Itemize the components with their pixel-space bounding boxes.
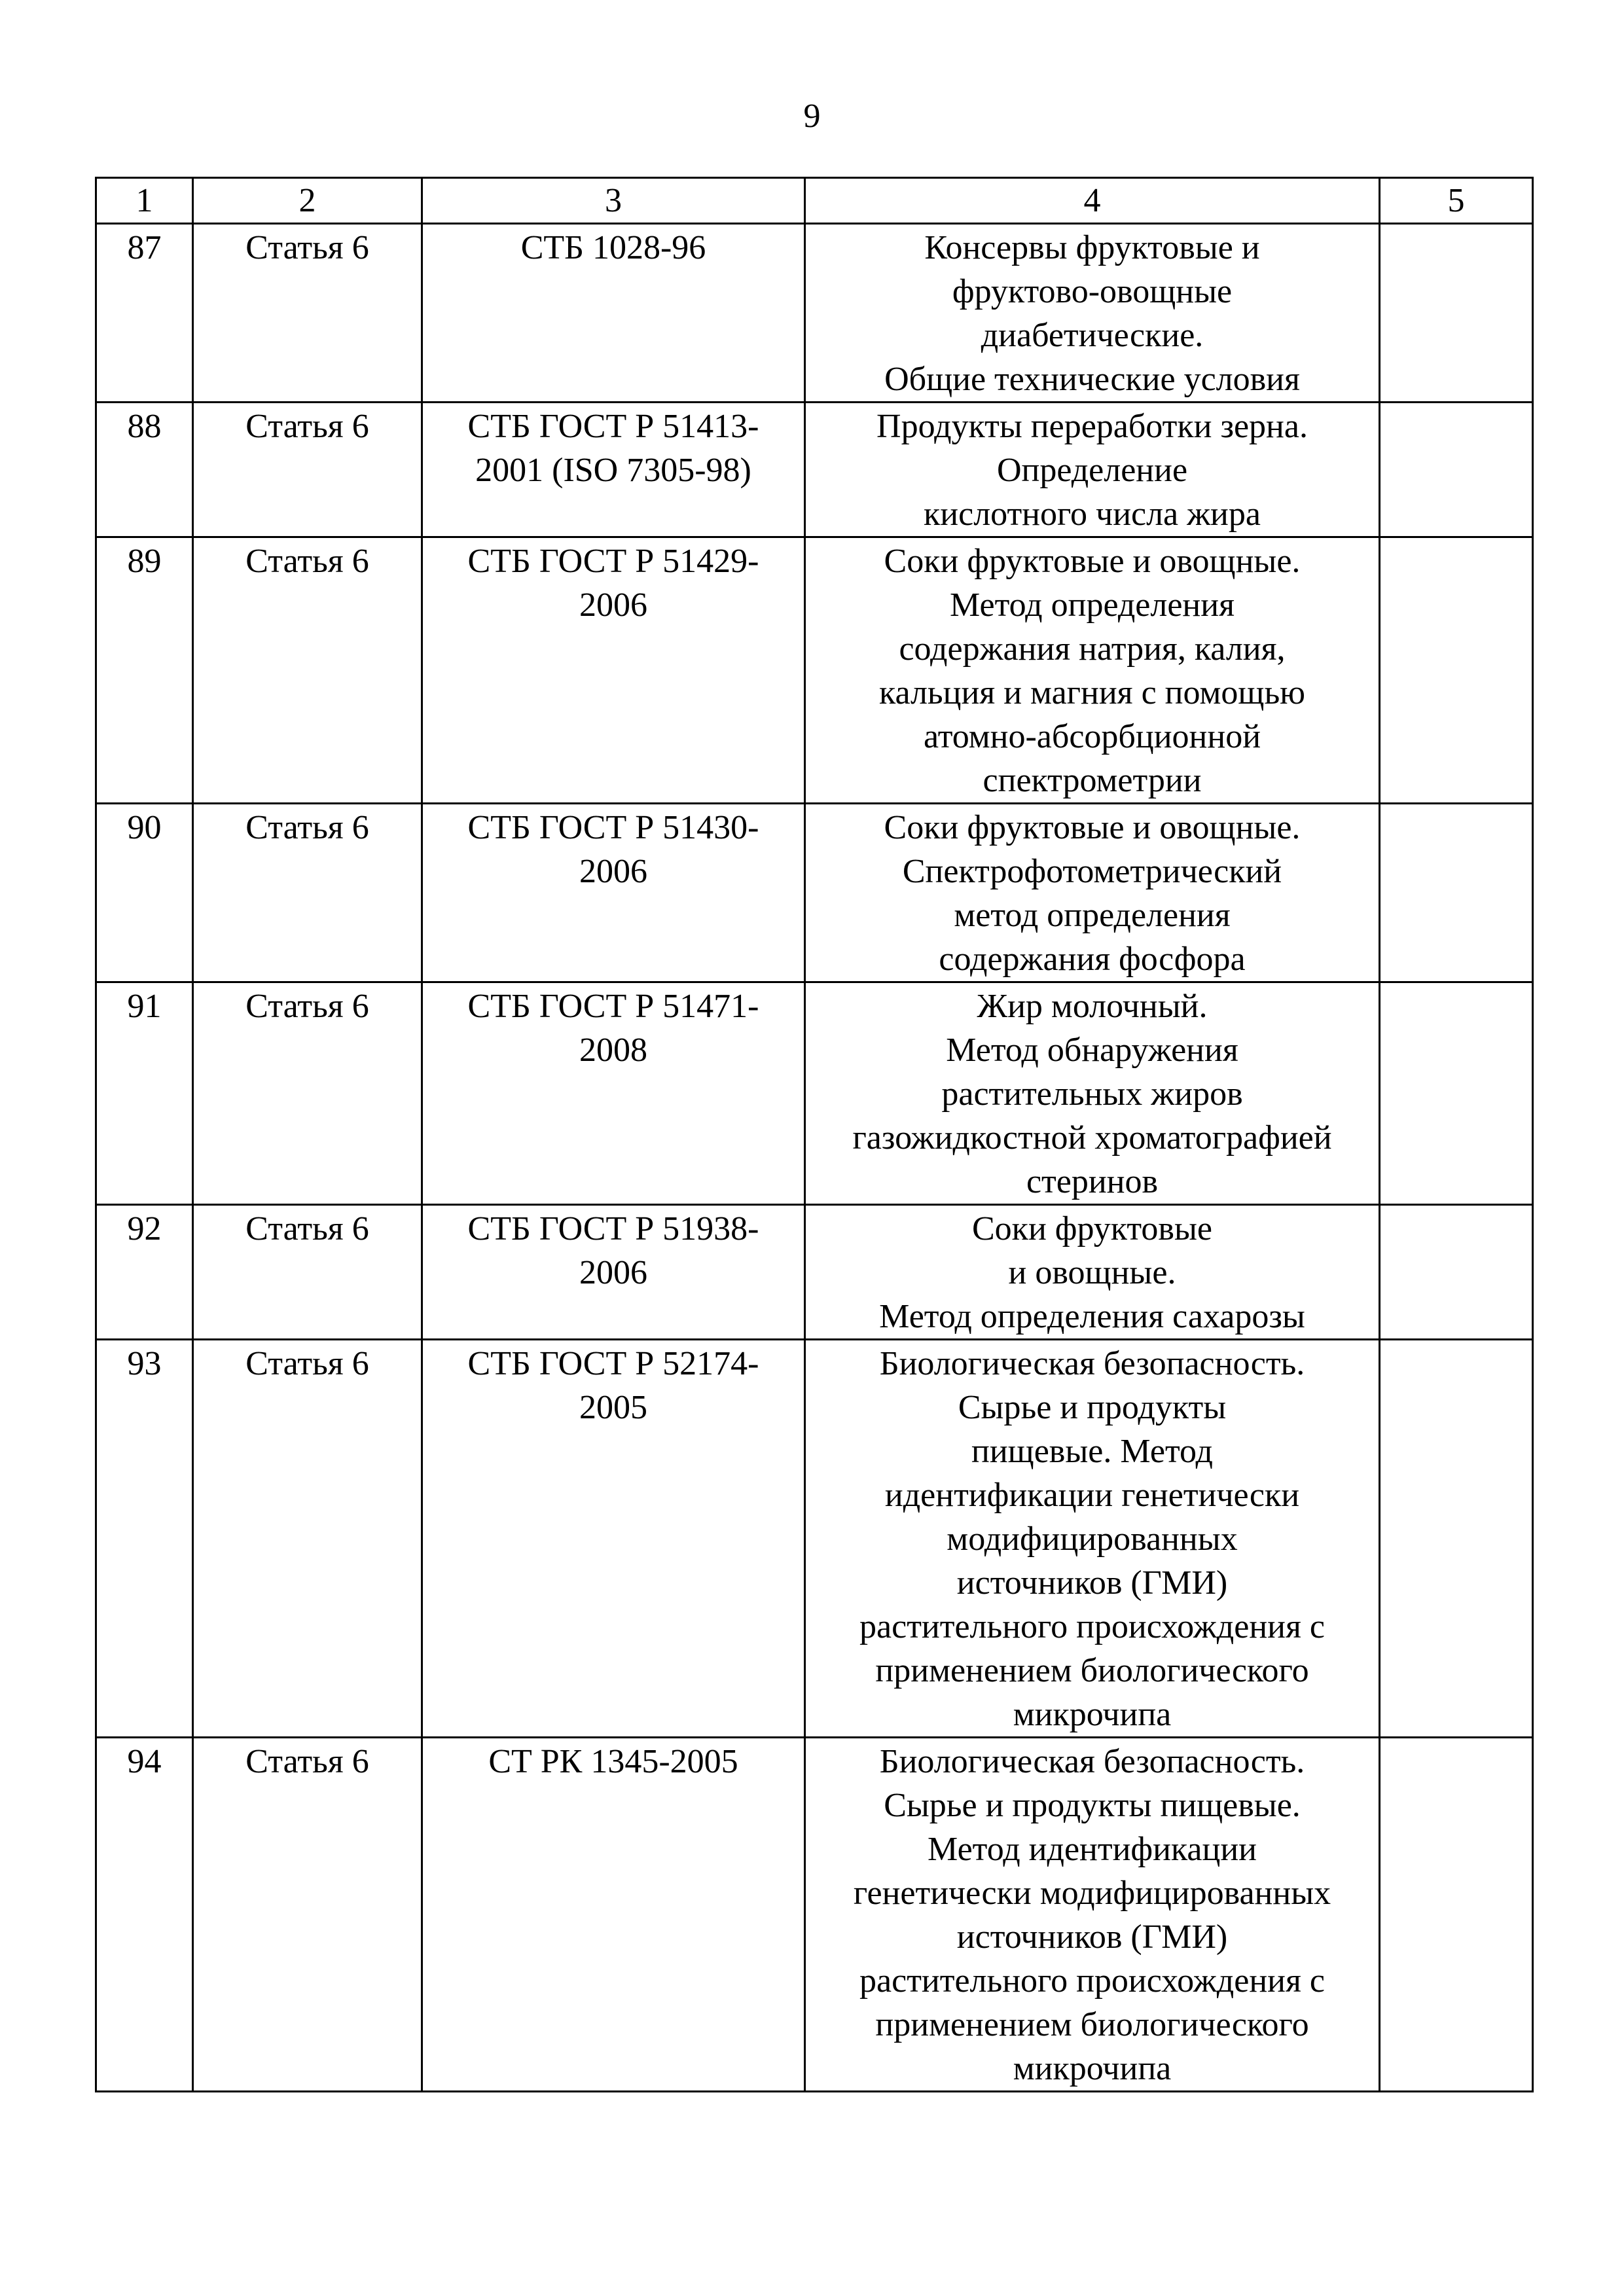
standard-cell — [422, 1738, 805, 2092]
title-cell-line: газожидкостной хроматографией — [852, 1119, 1332, 1157]
title-cell-line: идентификации генетически — [884, 1477, 1300, 1514]
article-cell: Статья 6 — [193, 403, 422, 537]
note-cell — [1380, 1738, 1533, 2092]
title-cell-line: модифицированных — [947, 1520, 1238, 1558]
title-cell-line: Сырье и продукты пищевые. — [884, 1787, 1301, 1824]
column-header: 5 — [1380, 178, 1533, 224]
title-cell-line: Жир молочный. — [977, 988, 1208, 1025]
standard-cell-line: 2006 — [579, 1254, 647, 1291]
table-row — [96, 537, 1533, 804]
column-header: 2 — [193, 178, 422, 224]
article-cell: Статья 6 — [193, 1738, 422, 2092]
title-cell — [805, 403, 1380, 537]
table-row — [96, 224, 1533, 403]
title-cell-line: Общие технические условия — [884, 361, 1300, 398]
standard-cell-line: 2001 (ISO 7305-98) — [475, 452, 751, 489]
title-cell-line: Биологическая безопасность. — [879, 1345, 1305, 1382]
title-cell-line: кальция и магния с помощью — [878, 674, 1306, 711]
table-header-row — [96, 178, 1533, 224]
title-cell-line: пищевые. Метод — [971, 1433, 1213, 1470]
title-cell-line: содержания фосфора — [939, 941, 1246, 978]
title-cell-line: метод определения — [954, 897, 1231, 934]
table-body — [96, 224, 1533, 2092]
note-cell — [1380, 403, 1533, 537]
title-cell-line: фруктово-овощные — [952, 273, 1233, 310]
article-cell: Статья 6 — [193, 537, 422, 804]
standard-cell-line: 2006 — [579, 586, 647, 624]
page-number: 9 — [803, 98, 821, 135]
title-cell-line: стеринов — [1026, 1163, 1159, 1200]
standard-cell — [422, 1205, 805, 1340]
title-cell-line: Метод определения — [950, 586, 1235, 624]
standard-cell-line: СТБ ГОСТ Р 52174- — [467, 1345, 759, 1382]
row-number-cell: 88 — [96, 403, 193, 537]
title-cell-line: содержания натрия, калия, — [899, 630, 1286, 668]
row-number-cell: 94 — [96, 1738, 193, 2092]
title-cell-line: растительного происхождения с — [859, 1962, 1325, 2000]
article-cell: Статья 6 — [193, 224, 422, 403]
standard-cell-line: 2005 — [579, 1389, 647, 1426]
row-number-cell: 87 — [96, 224, 193, 403]
standard-cell-line: СТБ ГОСТ Р 51938- — [467, 1210, 759, 1247]
title-cell-line: Биологическая безопасность. — [879, 1743, 1305, 1780]
row-number-cell: 93 — [96, 1340, 193, 1738]
standard-cell — [422, 224, 805, 403]
table-row — [96, 1738, 1533, 2092]
title-cell — [805, 982, 1380, 1205]
title-cell-line: Метод идентификации — [928, 1831, 1257, 1868]
note-cell — [1380, 804, 1533, 982]
note-cell — [1380, 224, 1533, 403]
row-number-cell: 90 — [96, 804, 193, 982]
title-cell-line: Продукты переработки зерна. — [876, 408, 1308, 445]
title-cell-line: Метод определения сахарозы — [879, 1298, 1305, 1335]
column-header: 3 — [422, 178, 805, 224]
title-cell-line: спектрометрии — [983, 762, 1202, 799]
title-cell-line: растительных жиров — [941, 1075, 1243, 1113]
standard-cell — [422, 804, 805, 982]
title-cell-line: диабетические. — [981, 317, 1204, 354]
table-row — [96, 403, 1533, 537]
title-cell — [805, 1340, 1380, 1738]
standard-cell-line: СТБ ГОСТ Р 51429- — [467, 543, 759, 580]
standard-cell — [422, 537, 805, 804]
article-cell: Статья 6 — [193, 1205, 422, 1340]
title-cell-line: источников (ГМИ) — [956, 1564, 1228, 1602]
title-cell-line: Спектрофотометрический — [902, 853, 1282, 890]
standard-cell-line: СТБ ГОСТ Р 51430- — [467, 809, 759, 846]
title-cell-line: Метод обнаружения — [946, 1031, 1238, 1069]
note-cell — [1380, 537, 1533, 804]
title-cell — [805, 1205, 1380, 1340]
title-cell-line: Соки фруктовые — [972, 1210, 1212, 1247]
title-cell-line: микрочипа — [1013, 1696, 1172, 1733]
title-cell-line: применением биологического — [875, 1652, 1309, 1689]
title-cell-line: Соки фруктовые и овощные. — [884, 809, 1301, 846]
title-cell-line: растительного происхождения с — [859, 1608, 1325, 1645]
standards-table — [95, 177, 1534, 2092]
article-cell: Статья 6 — [193, 1340, 422, 1738]
standard-cell-line: СТБ ГОСТ Р 51471- — [467, 988, 759, 1025]
row-number-cell: 89 — [96, 537, 193, 804]
column-header: 1 — [96, 178, 193, 224]
title-cell — [805, 224, 1380, 403]
column-header: 4 — [805, 178, 1380, 224]
standard-cell — [422, 1340, 805, 1738]
title-cell — [805, 1738, 1380, 2092]
title-cell-line: Консервы фруктовые и — [924, 229, 1260, 266]
title-cell-line: генетически модифицированных — [853, 1874, 1331, 1912]
standard-cell-line: СТБ 1028-96 — [520, 229, 706, 266]
table-row — [96, 804, 1533, 982]
title-cell-line: Сырье и продукты — [958, 1389, 1227, 1426]
standard-cell — [422, 403, 805, 537]
standard-cell-line: СТБ ГОСТ Р 51413- — [467, 408, 759, 445]
article-cell: Статья 6 — [193, 804, 422, 982]
title-cell-line: атомно-абсорбционной — [923, 718, 1261, 755]
article-cell: Статья 6 — [193, 982, 422, 1205]
title-cell-line: кислотного числа жира — [924, 495, 1261, 533]
title-cell-line: применением биологического — [875, 2006, 1309, 2043]
note-cell — [1380, 1205, 1533, 1340]
title-cell — [805, 804, 1380, 982]
note-cell — [1380, 982, 1533, 1205]
row-number-cell: 91 — [96, 982, 193, 1205]
table-row — [96, 1340, 1533, 1738]
table-row — [96, 1205, 1533, 1340]
standard-cell-line: СТ РК 1345-2005 — [488, 1743, 738, 1780]
title-cell-line: и овощные. — [1008, 1254, 1176, 1291]
title-cell-line: Определение — [996, 452, 1188, 489]
title-cell-line: Соки фруктовые и овощные. — [884, 543, 1301, 580]
note-cell — [1380, 1340, 1533, 1738]
row-number-cell: 92 — [96, 1205, 193, 1340]
standard-cell — [422, 982, 805, 1205]
title-cell-line: микрочипа — [1013, 2050, 1172, 2087]
table-row — [96, 982, 1533, 1205]
standard-cell-line: 2008 — [579, 1031, 647, 1069]
title-cell — [805, 537, 1380, 804]
standard-cell-line: 2006 — [579, 853, 647, 890]
title-cell-line: источников (ГМИ) — [956, 1918, 1228, 1956]
